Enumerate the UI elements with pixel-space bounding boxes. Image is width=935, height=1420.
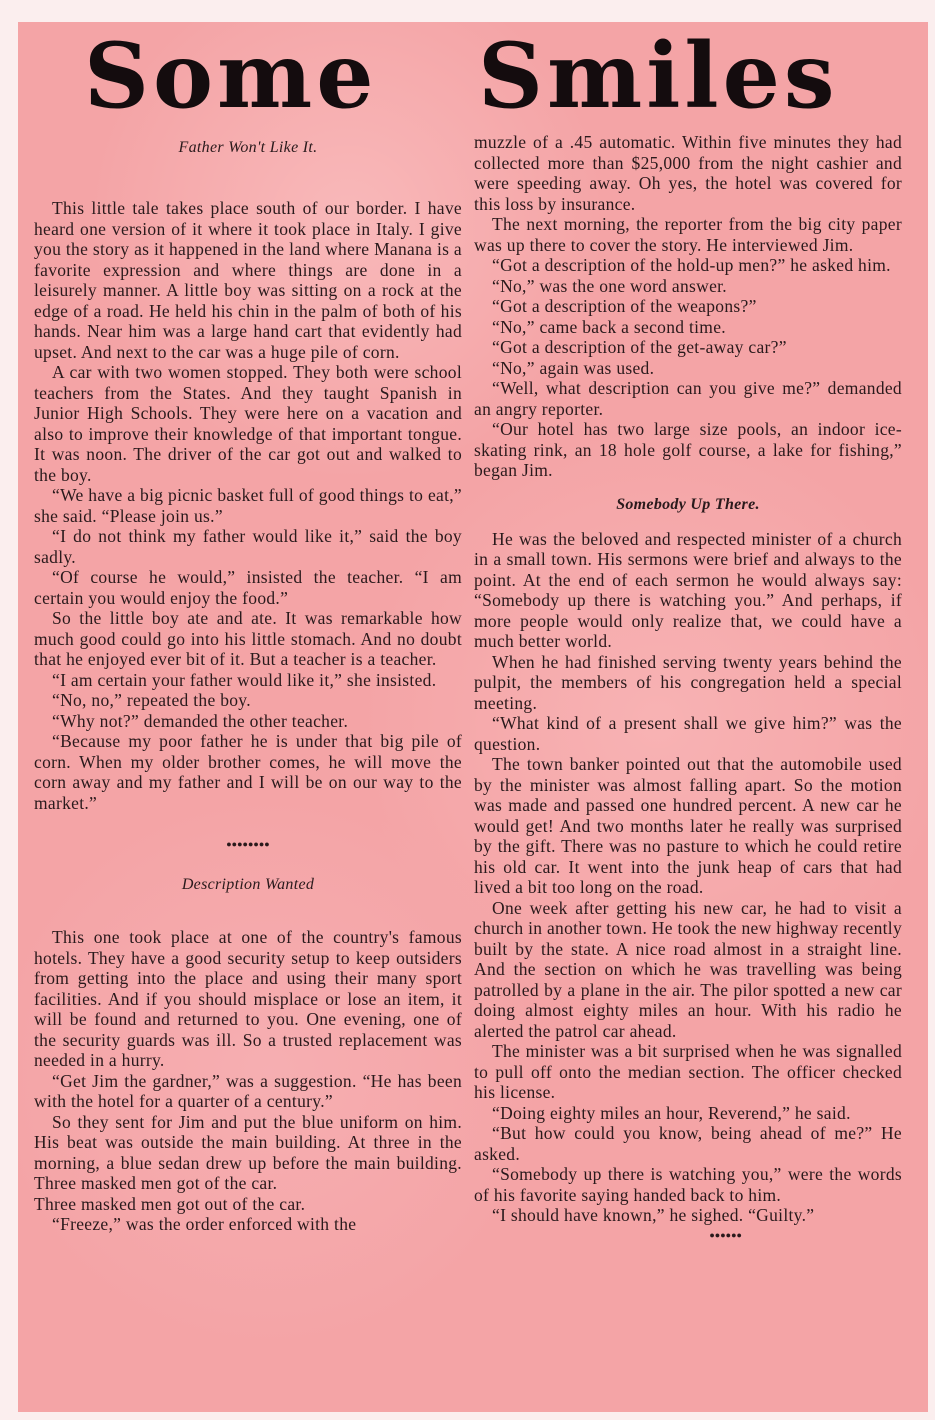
story-heading-somebody: Somebody Up There. xyxy=(616,495,760,513)
page xyxy=(18,22,928,1412)
paragraph: “Got a description of the hold-up men?” he asked him. xyxy=(492,255,891,275)
separator-dots: ●●●●●●●● xyxy=(226,839,270,849)
paragraph: “Got a description of the get-away car?” xyxy=(492,337,787,357)
paragraph: “Get Jim the gardner,” was a suggestion. “He has been with the hotel for a quarter of a century.” xyxy=(34,1070,462,1111)
paragraph: “No,” again was used. xyxy=(492,357,655,378)
title-bar xyxy=(18,22,928,129)
paragraph: The minister was a bit surprised when he was signalled to pull off onto the median section. The officer checked his license. xyxy=(474,1041,902,1102)
paragraph: “Why not?” demanded the other teacher. xyxy=(52,710,349,731)
paragraph: This one took place at one of the country's famous hotels. They have a good security setup to keep outsiders from getting into the place and using their many sport facilities. And if you should misplace or lose an item, it will be found and returned to you. One evening, one of the security guards was ill. So a trusted replacement was needed in a hurry. xyxy=(34,927,462,1070)
paragraph: “Freeze,” was the order enforced with the xyxy=(52,1214,357,1234)
paragraph: He was the beloved and respected minister of a church in a small town. His sermons were brief and always to the point. At the end of each sermon he would always say: “Somebody up there is watching you.” And perhaps, if more people would only realize that, we could have a much better world. xyxy=(474,528,902,651)
paragraph: muzzle of a .45 automatic. Within five minutes they had collected more than $25,000 from the night cashier and were speeding away. Oh yes, the hotel was covered for this loss by insurance. xyxy=(474,132,902,214)
paragraph: “We have a big picnic basket full of good things to eat,” she said. “Please join us.” xyxy=(34,485,462,526)
paragraph: “No,” was the one word answer. xyxy=(492,275,727,296)
paragraph: “What kind of a present shall we give him?” was the question. xyxy=(474,713,902,754)
paragraph: “Well, what description can you give me?” demanded an angry reporter. xyxy=(474,378,902,419)
paragraph: “Got a description of the weapons?” xyxy=(492,296,757,316)
paragraph: “No,” came back a second time. xyxy=(492,316,726,337)
paragraph: So they sent for Jim and put the blue uniform on him. His beat was outside the main building. At three in the morning, a blue sedan drew up before the main building. Three masked men got of the car. xyxy=(34,1111,462,1193)
right-column xyxy=(474,132,902,1242)
paragraph: The next morning, the reporter from the big city paper was up there to cover the story. He interviewed Jim. xyxy=(474,214,902,255)
title-word-smiles: Smiles xyxy=(478,23,839,129)
story-description-body-left xyxy=(34,927,462,1235)
paragraph: “Because my poor father he is under that big pile of corn. When my older brother comes, he will move the corn away and my father and I will be on our way to the market.” xyxy=(34,731,462,813)
paragraph: “No, no,” repeated the boy. xyxy=(52,690,251,710)
paragraph: “Somebody up there is watching you,” were the words of his favorite saying handed back to him. xyxy=(474,1164,902,1205)
paragraph: “But how could you know, being ahead of me?” He asked. xyxy=(474,1123,902,1164)
paragraph: “I do not think my father would like it,” said the boy sadly. xyxy=(34,526,462,567)
paragraph: One week after getting his new car, he had to visit a church in another town. He took the new highway recently built by the state. A nice road almost in a straight line. And the section on which he was travelling was being patrolled by a plane in the air. The pilor spotted a new car doing almost eighty miles an hour. With his radio he alerted the patrol car ahead. xyxy=(474,897,902,1041)
paragraph: “Our hotel has two large size pools, an indoor ice-skating rink, an 18 hole golf course, a lake for fishing,” began Jim. xyxy=(474,419,902,480)
paragraph: So the little boy ate and ate. It was remarkable how much good could go into his little stomach. And no doubt that he enjoyed ever bit of it. But a teacher is a teacher. xyxy=(34,608,462,669)
paragraph: “Doing eighty miles an hour, Reverend,” he said. xyxy=(492,1102,851,1123)
paragraph: When he had finished serving twenty years behind the pulpit, the members of his congregation held a special meeting. xyxy=(474,651,902,713)
paragraph: “I should have known,” he sighed. “Guilty.” xyxy=(492,1205,815,1225)
story-heading-father: Father Won't Like It. xyxy=(178,139,318,156)
paragraph: This little tale takes place south of our border. I have heard one version of it where it took place in Italy. I give you the story as it happened in the land where Manana is a favorite expression and where things are done in a leisurely manner. A little boy was sitting on a rock at the edge of a road. He held his chin in the palm of both of his hands. Near him was a large hand cart that evidently had upset. And next to the car was a huge pile of corn. xyxy=(34,198,462,362)
paragraph: The town banker pointed out that the automobile used by the minister was almost falling apart. So the motion was made and passed one hundred percent. A new car he would get! And two months later he really was surprised by the gift. There was no pasture to which he could retire his old car. It went into the junk heap of cars that had lived a bit too long on the road. xyxy=(474,754,902,897)
paragraph: “I am certain your father would like it,” she insisted. xyxy=(52,669,437,690)
story-somebody-body xyxy=(474,529,902,1242)
story-heading-description: Description Wanted xyxy=(181,876,315,893)
story-father-body xyxy=(34,198,462,813)
columns xyxy=(18,126,928,1242)
title-word-some: Some xyxy=(84,23,378,129)
separator-dots-end: ●●●●●● xyxy=(709,1229,742,1240)
left-column xyxy=(34,132,462,1235)
paragraph: Three masked men got out of the car. xyxy=(34,1193,306,1214)
paragraph: A car with two women stopped. They both were school teachers from the States. And they taught Spanish in Junior High Schools. They were here on a vacation and also to improve their knowledge of that important tongue. It was noon. The driver of the car got out and walked to the boy. xyxy=(34,362,462,485)
paragraph: “Of course he would,” insisted the teacher. “I am certain you would enjoy the food.” xyxy=(34,567,462,608)
story-description-body-right xyxy=(474,132,902,481)
